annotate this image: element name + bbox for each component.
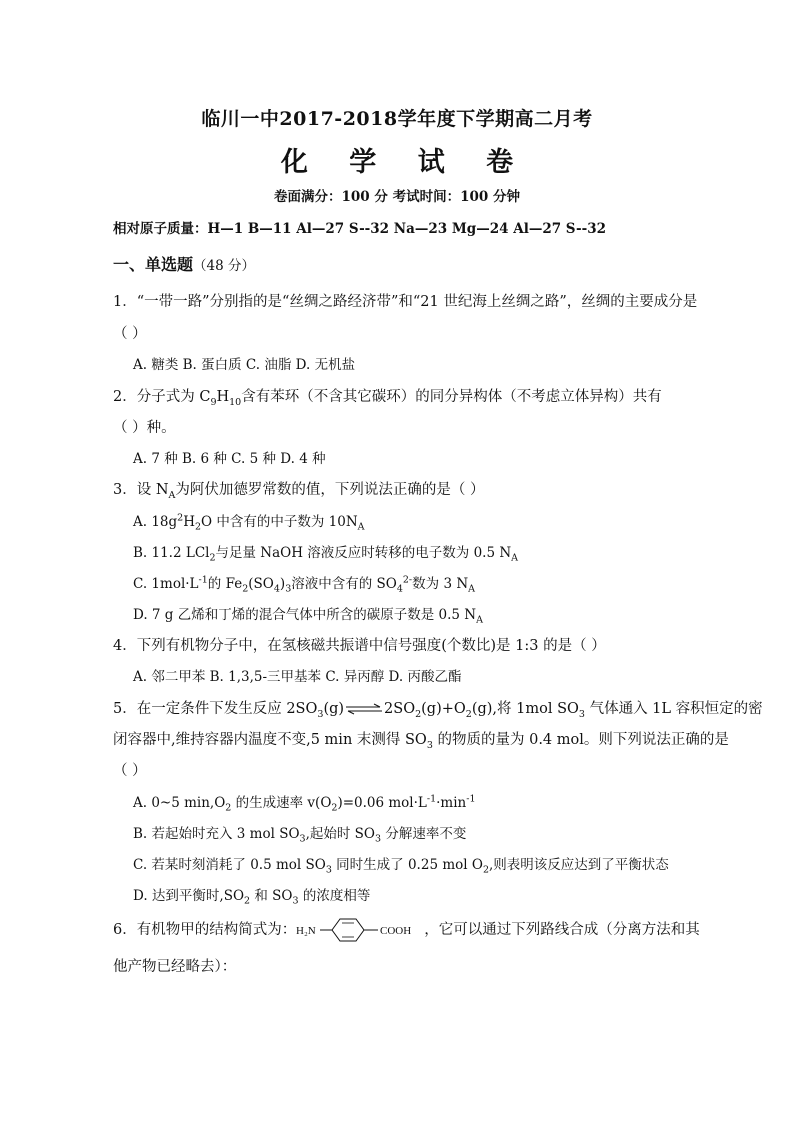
opt-sup: 2- bbox=[402, 574, 413, 586]
section-title: 一、单选题 bbox=[113, 255, 194, 274]
q5-blank: （ ） bbox=[113, 763, 147, 779]
q2-sub: 9 bbox=[210, 396, 217, 408]
structural-formula bbox=[296, 917, 424, 943]
opt-text: D. 7 g 乙烯和丁烯的混合气体中所含的碳原子数是 0.5 N bbox=[133, 607, 477, 623]
q5-line1 bbox=[113, 697, 763, 720]
q3-sub: A bbox=[168, 489, 176, 501]
q6-line2: 他产物已经略去）： bbox=[113, 959, 237, 975]
q5-sub: 3 bbox=[578, 708, 585, 720]
opt-text: 的浓度相等 bbox=[298, 888, 371, 904]
opt-text: ) bbox=[279, 576, 286, 592]
q5-sub: 2 bbox=[465, 708, 472, 720]
q5-text: (g) bbox=[323, 701, 345, 717]
q3-option-d bbox=[133, 603, 483, 626]
q5-option-a bbox=[133, 791, 476, 814]
q3-text: 3．设 N bbox=[113, 482, 169, 498]
opt-text: 的 Fe bbox=[207, 576, 243, 592]
q4-stem: 4．下列有机物分子中，在氢核磁共振谱中信号强度(个数比)是 1:3 的是（ ） bbox=[113, 638, 606, 654]
amino-group-label: H₂N bbox=[296, 925, 316, 937]
opt-sub: 2 bbox=[194, 521, 202, 533]
q1-options: A. 糖类 B. 蛋白质 C. 油脂 D. 无机盐 bbox=[133, 357, 356, 373]
opt-sub: A bbox=[511, 552, 519, 564]
opt-text: 的生成速率 v(O bbox=[231, 795, 332, 811]
carboxyl-group-label: COOH bbox=[380, 925, 412, 937]
exam-info: 卷面满分：100 分 考试时间：100 分钟 bbox=[274, 189, 520, 205]
opt-sub: 3 bbox=[292, 895, 299, 907]
q1-blank: （ ） bbox=[113, 326, 147, 342]
atomic-masses: 相对原子质量：H—1 B—11 Al—27 S--32 Na—23 Mg—24 Al—27 S--32 bbox=[113, 221, 607, 237]
section-points: （48 分） bbox=[193, 258, 255, 274]
q5-sub: 2 bbox=[415, 708, 422, 720]
opt-text: ·min bbox=[436, 795, 467, 811]
q5-text: (g),将 1mol SO bbox=[471, 701, 579, 717]
q5-text: 2SO bbox=[384, 701, 416, 717]
q3-option-a bbox=[133, 510, 365, 533]
opt-text: (SO bbox=[248, 576, 274, 592]
q5-option-b bbox=[133, 822, 466, 845]
q5-text: (g)+O bbox=[421, 701, 466, 717]
q2-text: 含有苯环（不含其它碳环）的同分异构体（不考虑立体异构）共有 bbox=[241, 389, 662, 405]
q5-text: 5．在一定条件下发生反应 2SO bbox=[113, 701, 318, 717]
q5-text: 气体通入 1L 容积恒定的密 bbox=[584, 701, 763, 717]
q4-options: A. 邻二甲苯 B. 1,3,5-三甲基苯 C. 异丙醇 D. 丙酸乙酯 bbox=[133, 669, 462, 685]
opt-sup: 2 bbox=[177, 512, 184, 524]
opt-text: B. 11.2 LCl bbox=[133, 545, 210, 561]
q2-blank: （ ）种。 bbox=[113, 420, 176, 436]
q5-option-d bbox=[133, 884, 370, 907]
opt-sub: 3 bbox=[299, 833, 306, 845]
exam-title: 临川一中2017-2018学年度下学期高二月考 bbox=[201, 108, 593, 130]
opt-sub: 3 bbox=[285, 583, 292, 595]
q2-stem bbox=[113, 385, 662, 408]
opt-text: H bbox=[183, 514, 195, 530]
opt-text: 同时生成了 0.25 mol O bbox=[331, 857, 483, 873]
opt-sup: -1 bbox=[426, 793, 437, 805]
opt-sub: A bbox=[476, 614, 483, 626]
opt-sub: 2 bbox=[244, 895, 251, 907]
q6-line1 bbox=[113, 917, 700, 943]
opt-sub: A bbox=[357, 521, 365, 533]
opt-text: 分解速率不变 bbox=[381, 826, 467, 842]
opt-text: B. 若起始时充入 3 mol SO bbox=[133, 826, 300, 842]
q5-text: 的物质的量为 0.4 mol。则下列说法正确的是 bbox=[432, 732, 729, 748]
opt-text: 与足量 NaOH 溶液反应时转移的电子数为 0.5 N bbox=[215, 545, 512, 561]
q5-sub: 3 bbox=[426, 739, 433, 751]
q6-text: ，它可以通过下列路线合成（分离方法和其 bbox=[424, 922, 700, 938]
opt-text: C. 若某时刻消耗了 0.5 mol SO bbox=[133, 857, 326, 873]
opt-text: ,则表明该反应达到了平衡状态 bbox=[488, 857, 669, 873]
opt-sub: 2 bbox=[482, 864, 489, 876]
benzene-ring-icon bbox=[296, 917, 424, 943]
opt-text: A. 0~5 min,O bbox=[133, 795, 226, 811]
opt-text: D. 达到平衡时,SO bbox=[133, 888, 245, 904]
q3-option-c bbox=[133, 572, 475, 595]
opt-text: A. 18g bbox=[133, 514, 178, 530]
opt-sub: 3 bbox=[325, 864, 332, 876]
q6-text: 6．有机物甲的结构简式为： bbox=[113, 922, 297, 938]
opt-sub: 4 bbox=[273, 583, 280, 595]
q3-stem bbox=[113, 478, 485, 501]
subject-title: 化 学 试 卷 bbox=[280, 147, 530, 178]
q1-stem: 1．“一带一路”分别指的是“丝绸之路经济带”和“21 世纪海上丝绸之路”，丝绸的主要成分是 bbox=[113, 294, 698, 310]
opt-text: 溶液中含有的 SO bbox=[291, 576, 397, 592]
q2-text: H bbox=[216, 389, 230, 405]
opt-sup: -1 bbox=[198, 574, 208, 586]
q5-text: 闭容器中,维持容器内温度不变,5 min 末测得 SO bbox=[113, 732, 427, 748]
opt-text: ,起始时 SO bbox=[305, 826, 375, 842]
q2-options: A. 7 种 B. 6 种 C. 5 种 D. 4 种 bbox=[133, 451, 326, 467]
opt-sub: 2 bbox=[225, 802, 232, 814]
opt-sub: 3 bbox=[374, 833, 382, 845]
opt-text: 和 SO bbox=[250, 888, 293, 904]
opt-text: C. 1mol·L bbox=[133, 576, 199, 592]
opt-text: O 中含有的中子数为 10N bbox=[201, 514, 358, 530]
opt-sub: 2 bbox=[242, 583, 249, 595]
opt-sup: -1 bbox=[466, 793, 476, 805]
q2-text: 2．分子式为 C bbox=[113, 389, 211, 405]
opt-text: )=0.06 mol·L bbox=[337, 795, 427, 811]
q5-option-c bbox=[133, 853, 669, 876]
opt-sub: 2 bbox=[209, 552, 216, 564]
section-heading bbox=[113, 252, 255, 275]
opt-sub: 2 bbox=[331, 802, 338, 814]
equilibrium-arrow-icon bbox=[344, 703, 384, 715]
opt-text: 数为 3 N bbox=[412, 576, 469, 592]
q5-line2 bbox=[113, 728, 729, 751]
q3-text: 为阿伏加德罗常数的值，下列说法正确的是（ ） bbox=[175, 482, 485, 498]
q3-option-b bbox=[133, 541, 518, 564]
q2-sub: 10 bbox=[229, 396, 242, 408]
q5-sub: 3 bbox=[317, 708, 324, 720]
opt-sub: A bbox=[468, 583, 476, 595]
opt-sub: 4 bbox=[396, 583, 403, 595]
